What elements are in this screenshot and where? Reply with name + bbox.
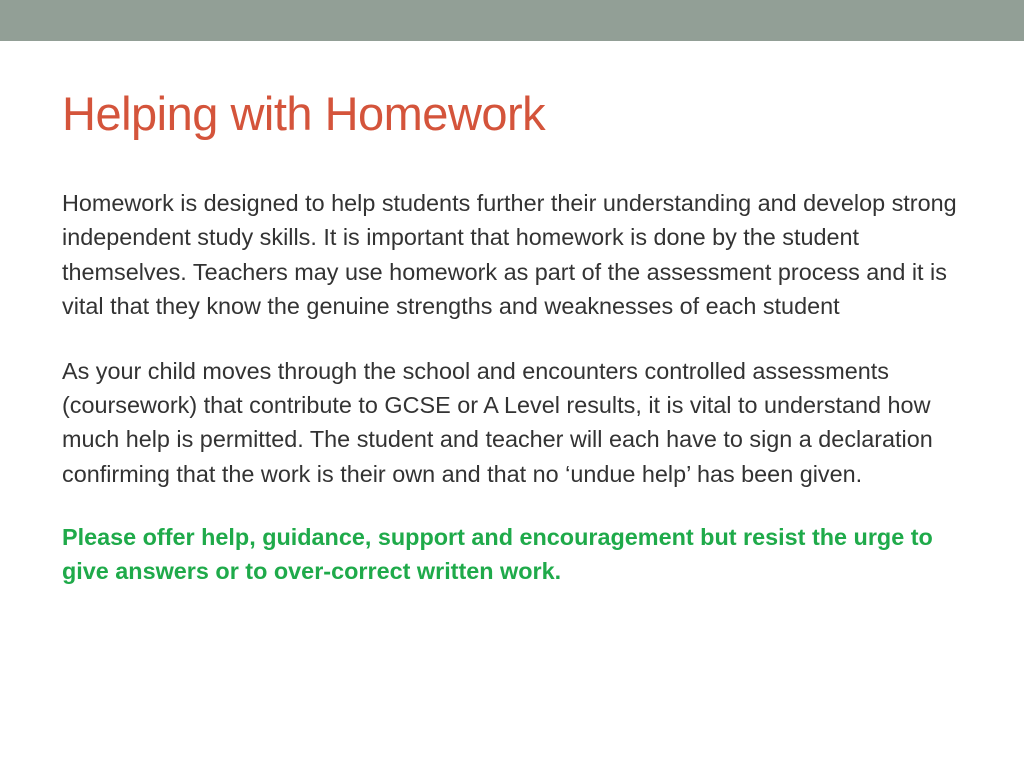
advice-period: . (554, 558, 562, 585)
advice-text: Please offer help, guidance, support and encouragement but resist the urge to give answers or to over-correct written work (62, 524, 933, 585)
slide-body (62, 186, 972, 588)
paragraph-controlled-assessments: As your child moves through the school and encounters controlled assessments (coursework) that contribute to GCSE or A Level results, it is vital to understand how much help is permitted. The student and teacher will each have to sign a declaration confirming that the work is their own and that no ‘undue help’ has been given. (62, 357, 933, 487)
slide-title: Helping with Homework (62, 87, 546, 140)
slide-header-bar (0, 0, 1024, 41)
paragraph-homework-purpose: Homework is designed to help students further their understanding and develop strong independent study skills. It is important that homework is done by the student themselves. Teachers may use homework as part of the assessment process and it is vital that they know the genuine strengths and weaknesses of each student (62, 190, 957, 320)
paragraph-advice (62, 520, 972, 588)
